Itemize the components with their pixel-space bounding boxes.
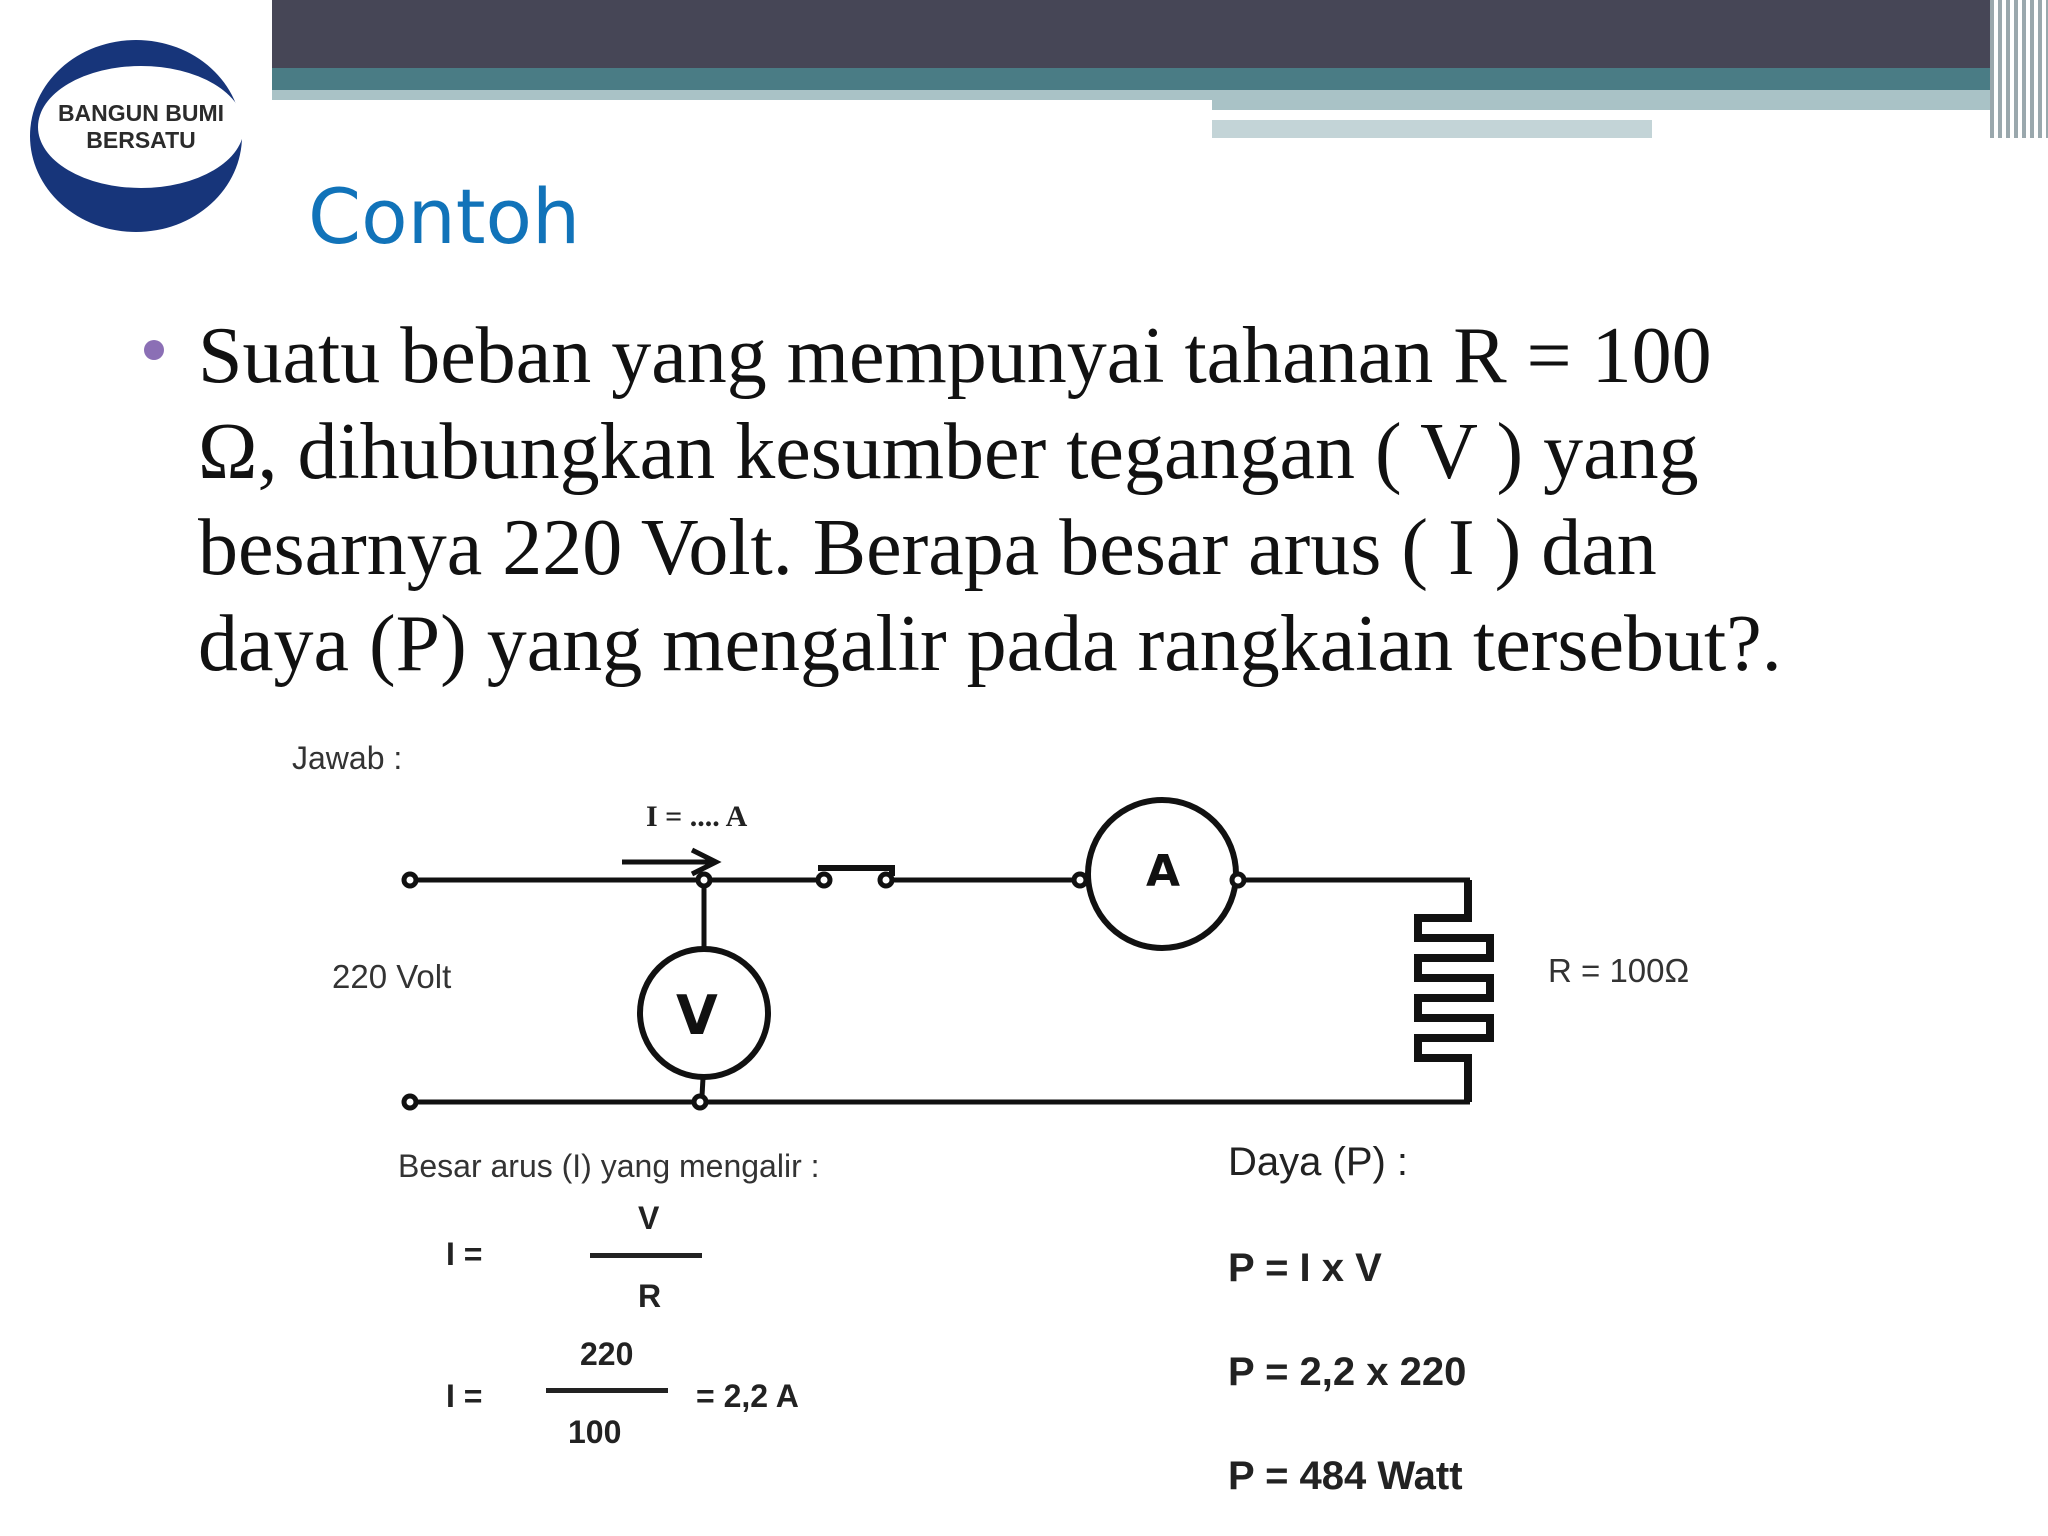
- resistor-coil: [1418, 880, 1490, 1102]
- eq2-numerator: 220: [580, 1336, 634, 1372]
- power-heading: Daya (P) :: [1228, 1140, 1409, 1184]
- logo-line-2: BERSATU: [86, 127, 196, 153]
- ammeter-terminal-left: [1074, 874, 1086, 886]
- question-line-1: Suatu beban yang mempunyai tahanan R = 100: [198, 312, 1712, 400]
- junction-top: [698, 874, 710, 886]
- junction-bottom: [694, 1096, 706, 1108]
- eq2-left: I =: [446, 1378, 483, 1414]
- current-label: I = .... A: [646, 800, 748, 833]
- current-heading: Besar arus (I) yang mengalir :: [398, 1148, 820, 1184]
- ammeter-symbol: A: [1146, 846, 1181, 897]
- eq1-fraction-bar: [590, 1253, 702, 1258]
- voltage-label: 220 Volt: [332, 958, 452, 995]
- terminal-top: [404, 874, 416, 886]
- switch-contact-left: [818, 874, 830, 886]
- resistor-label: R = 100Ω: [1548, 952, 1690, 989]
- jawab-label: Jawab :: [292, 740, 403, 776]
- power-line-2: P = 2,2 x 220: [1228, 1350, 1467, 1394]
- eq1-numerator: V: [638, 1200, 660, 1236]
- eq2-fraction-bar: [546, 1388, 668, 1393]
- logo-line-1: BANGUN BUMI: [57, 100, 225, 126]
- question-line-2: Ω, dihubungkan kesumber tegangan ( V ) yang: [198, 408, 1699, 496]
- question-line-3: besarnya 220 Volt. Berapa besar arus ( I ) dan: [198, 504, 1657, 592]
- power-line-1: P = I x V: [1228, 1246, 1382, 1290]
- power-line-3: P = 484 Watt: [1228, 1454, 1463, 1498]
- eq1-denominator: R: [638, 1278, 662, 1314]
- slide-title: Contoh: [308, 172, 581, 261]
- terminal-bottom: [404, 1096, 416, 1108]
- eq1-left: I =: [446, 1236, 483, 1272]
- voltmeter-symbol: V: [676, 984, 718, 1047]
- ammeter-terminal-right: [1232, 874, 1244, 886]
- eq2-result: = 2,2 A: [696, 1378, 799, 1414]
- question-line-4: daya (P) yang mengalir pada rangkaian tersebut?.: [198, 600, 1782, 688]
- eq2-denominator: 100: [568, 1414, 622, 1450]
